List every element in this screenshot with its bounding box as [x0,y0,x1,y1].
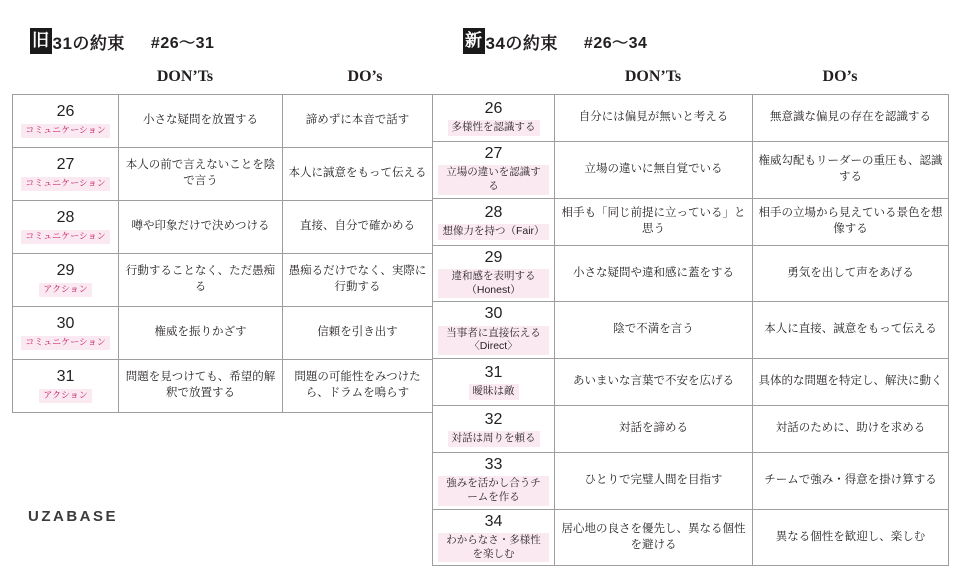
old-row-label [13,307,119,360]
new-row-donts-text: 自分には偏見が無いと考える [578,111,729,124]
new-row-label [433,453,555,510]
old-row-number: 27 [56,156,75,174]
new-row-donts-text: 小さな疑問や違和感に蓋をする [573,266,734,279]
new-row-donts [555,198,753,245]
new-row-number: 32 [484,411,503,428]
new-row-donts [555,453,753,510]
old-row-tag: コミュニケーション [21,124,109,138]
new-row-dos-text: 本人に直接、誠意をもって伝える [764,323,937,336]
old-row-number: 28 [56,209,75,227]
new-row-dos [753,245,949,302]
old-row-dos-text: 信頼を引き出す [317,326,398,339]
new-row-donts [555,509,753,566]
new-row-dos [753,406,949,453]
table-row [433,453,949,510]
new-row-dos-text: 権威勾配もリーダーの重圧も、認識する [758,155,943,183]
new-row-donts [555,302,753,359]
old-row-number: 29 [56,262,75,280]
table-row [13,307,433,360]
new-row-number: 26 [484,99,503,117]
table-row [13,360,433,413]
new-row-label [433,359,555,406]
new-row-donts-text: 陰で不満を言う [613,323,694,336]
new-row-label [433,406,555,453]
old-row-dos-text: 問題の可能性をみつけたら、ドラムを鳴らす [294,371,421,399]
old-row-donts [119,148,283,201]
new-row-donts [555,95,753,142]
old-row-number: 31 [56,368,75,386]
old-row-donts [119,360,283,413]
new-row-number: 31 [484,364,503,381]
old-row-tag: コミュニケーション [21,177,109,191]
new-row-dos [753,198,949,245]
new-row-donts-text: 居心地の良さを優先し、異なる個性を避ける [561,523,746,551]
old-row-dos-text: 直接、自分で確かめる [300,220,415,233]
old-row-donts [119,95,283,148]
new-row-tag: 曖昧は敵 [469,384,519,400]
new-row-number: 28 [484,203,503,221]
new-row-dos-text: 相手の立場から見えている景色を想像する [758,207,943,235]
new-row-dos-text: 対話のために、助けを求める [775,422,926,435]
new-row-dos-text: 無意識な偏見の存在を認識する [770,111,931,124]
old-row-donts-text: 権威を振りかざす [154,326,247,339]
old-row-tag: コミュニケーション [21,336,109,350]
old-row-dos [283,148,433,201]
old-row-donts [119,254,283,307]
new-section-title [463,28,647,54]
new-row-dos-text: 異なる個性を歓迎し、楽しむ [775,530,926,543]
old-row-number: 30 [56,315,75,333]
new-row-donts-text: 立場の違いに無自覚でいる [584,163,723,176]
new-row-tag: 対話は周りを頼る [448,431,540,447]
new-column-header-donts: DON’Ts [624,68,682,85]
old-row-donts-text: 行動することなく、ただ愚痴る [125,265,276,293]
old-row-dos [283,360,433,413]
new-row-dos [753,509,949,566]
new-row-donts-text: 対話を諦める [619,422,688,435]
new-row-tag: 強みを活かし合うチームを作る [438,476,549,505]
new-badge: 新 [463,28,485,54]
new-row-dos [753,359,949,406]
table-row [433,198,949,245]
old-row-tag: アクション [39,389,92,403]
new-row-label [433,95,555,142]
table-row [433,509,949,566]
new-row-donts [555,245,753,302]
table-row [433,406,949,453]
old-row-dos-text: 愚痴るだけでなく、実際に行動する [288,265,427,293]
table-row [433,142,949,199]
old-row-dos-text: 本人に誠意をもって伝える [288,167,427,180]
new-row-donts-text: あいまいな言葉で不安を広げる [573,375,734,388]
table-row [433,245,949,302]
old-row-donts [119,201,283,254]
old-promises-table [12,94,433,413]
new-row-number: 34 [484,512,503,530]
old-row-dos [283,201,433,254]
new-row-dos [753,95,949,142]
new-row-tag: 多様性を認識する [448,120,540,136]
table-row [13,254,433,307]
new-row-dos [753,302,949,359]
new-row-number: 27 [484,145,503,162]
old-row-label [13,201,119,254]
new-row-tag: 想像力を持つ（Fair） [438,224,548,240]
old-row-tag: コミュニケーション [21,230,109,244]
new-row-dos [753,142,949,199]
new-row-dos-text: 勇気を出して声をあげる [787,266,914,279]
old-row-dos [283,307,433,360]
old-section-title [30,28,214,54]
new-row-dos [753,453,949,510]
old-row-number: 26 [56,103,75,121]
old-title-text: 31の約束 [52,33,125,53]
new-column-header-dos: DO’s [822,68,858,85]
old-row-donts-text: 噂や印象だけで決めつける [131,220,270,233]
old-title-range: #26〜31 [150,34,215,52]
old-row-donts [119,307,283,360]
new-row-label [433,142,555,199]
old-column-header-donts: DON’Ts [156,68,214,85]
new-row-tag: 当事者に直接伝える〈Direct〉 [438,326,549,355]
old-row-label [13,148,119,201]
old-row-donts-text: 問題を見つけても、希望的解釈で放置する [125,371,276,399]
new-title-text: 34の約束 [485,33,558,53]
uzabase-logo: UZABASE [28,508,119,525]
new-row-donts [555,406,753,453]
new-row-dos-text: チームで強み・得意を掛け算する [764,474,937,487]
new-promises-table [432,94,949,566]
new-row-number: 29 [484,248,503,266]
table-row [13,148,433,201]
new-row-number: 33 [484,456,503,474]
new-row-donts [555,142,753,199]
old-row-tag: アクション [39,283,92,297]
new-row-label [433,198,555,245]
old-row-donts-text: 本人の前で言えないことを陰で言う [125,159,276,187]
new-row-dos-text: 具体的な問題を特定し、解決に動く [758,375,943,388]
old-row-label [13,95,119,148]
new-row-tag: わからなさ・多様性を楽しむ [438,533,549,562]
new-row-donts-text: ひとりで完璧人間を目指す [584,474,723,487]
new-title-range: #26〜34 [583,34,648,52]
old-badge: 旧 [30,28,52,54]
old-row-label [13,254,119,307]
old-row-dos [283,254,433,307]
new-row-tag: 違和感を表明する（Honest） [438,269,549,298]
table-row [433,302,949,359]
table-row [433,95,949,142]
table-row [13,201,433,254]
old-row-dos [283,95,433,148]
old-row-label [13,360,119,413]
new-row-label [433,245,555,302]
table-row [433,359,949,406]
table-row [13,95,433,148]
new-row-tag: 立場の違いを認識する [438,165,549,194]
new-row-donts-text: 相手も「同じ前提に立っている」と思う [561,207,746,235]
old-row-dos-text: 諦めずに本音で話す [305,114,410,127]
new-row-number: 30 [484,305,503,323]
new-row-donts [555,359,753,406]
old-row-donts-text: 小さな疑問を放置する [143,114,258,127]
new-row-label [433,302,555,359]
new-row-label [433,509,555,566]
old-column-header-dos: DO’s [347,68,383,85]
